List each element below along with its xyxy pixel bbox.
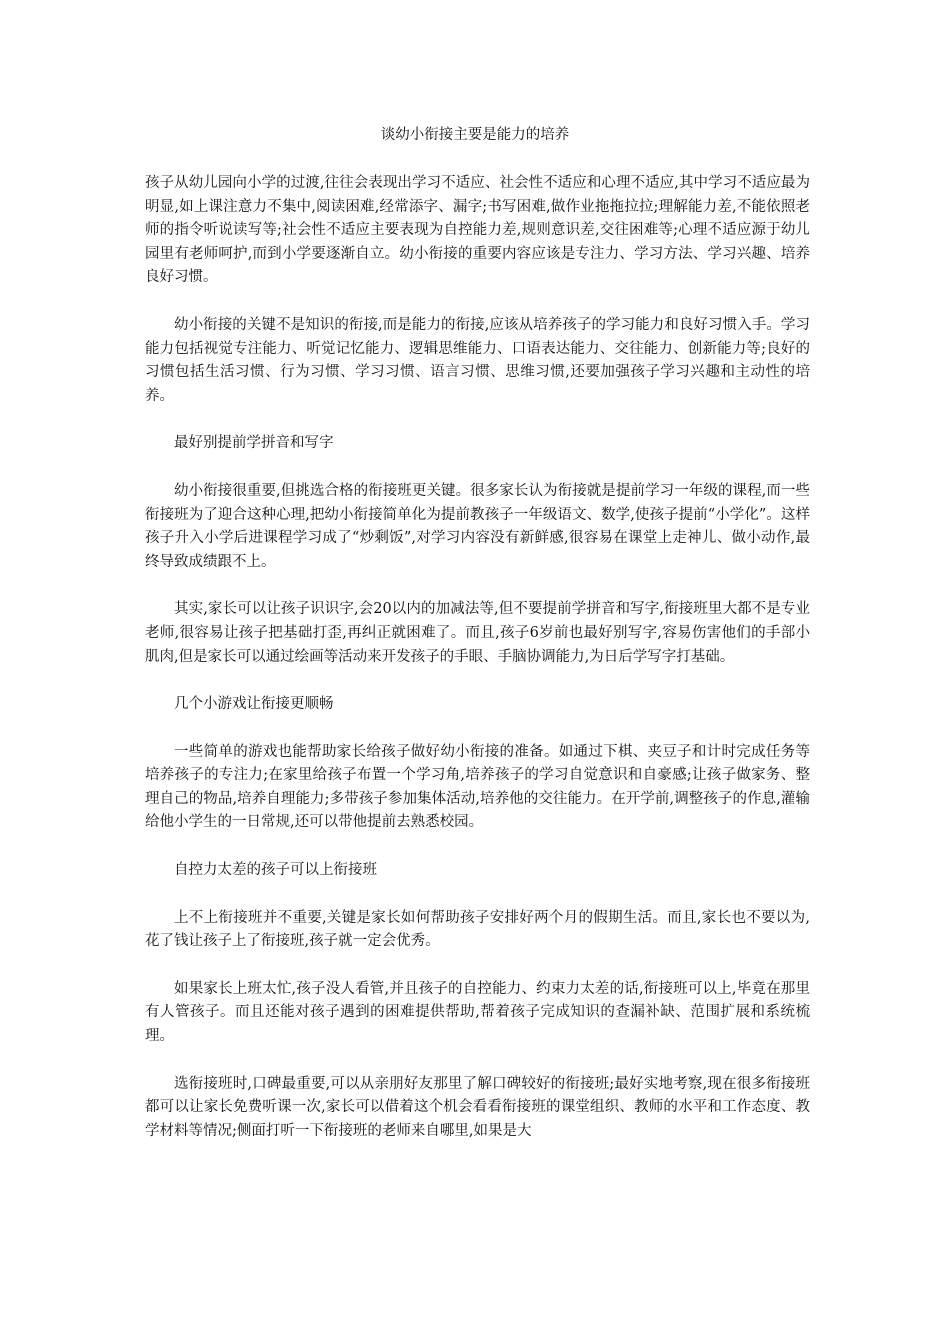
paragraph-8: 选衔接班时,口碑最重要,可以从亲朋好友那里了解口碑较好的衔接班;最好实地考察,现在很多衔接班都可以让家长免费听课一次,家长可以借着这个机会看看衔接班的课堂组织、教师的水平和工作态度、教学材料等情况;侧面打听一下衔接班的老师来自哪里,如果是大	[145, 1075, 810, 1139]
paragraph-5: 一些简单的游戏也能帮助家长给孩子做好幼小衔接的准备。如通过下棋、夹豆子和计时完成任务等培养孩子的专注力;在家里给孩子布置一个学习角,培养孩子的学习自觉意识和自豪感;让孩子做家务、整理自己的物品,培养自理能力;多带孩子参加集体活动,培养他的交往能力。在开学前,调整孩子的作息,灌输给他小学生的一日常规,还可以带他提前去熟悉校园。	[145, 743, 810, 831]
section-heading-games: 几个小游戏让衔接更顺畅	[174, 696, 334, 713]
document-title: 谈幼小衔接主要是能力的培养	[380, 127, 570, 143]
paragraph-4: 其实,家长可以让孩子识识字,会20以内的加减法等,但不要提前学拼音和写字,衔接班里大都不是专业老师,很容易让孩子把基础打歪,再纠正就困难了。而且,孩子6岁前也最好别写字,容易伤害他们的手部小肌肉,但是家长可以通过绘画等活动来开发孩子的手眼、手脑协调能力,为日后学写字打基础。	[145, 601, 810, 665]
paragraph-1: 孩子从幼儿园向小学的过渡,往往会表现出学习不适应、社会性不适应和心理不适应,其中学习不适应最为明显,如上课注意力不集中,阅读困难,经常添字、漏字;书写困难,做作业拖拖拉拉;理解能力差,不能依照老师的指令听说读写等;社会性不适应主要表现为自控能力差,规则意识差,交往困难等;心理不适应源于幼儿园里有老师呵护,而到小学要逐渐自立。幼小衔接的重要内容应该是专注力、学习方法、学习兴趣、培养良好习惯。	[145, 175, 810, 286]
section-heading-no-early-pinyin: 最好别提前学拼音和写字	[174, 435, 334, 452]
paragraph-2: 幼小衔接的关键不是知识的衔接,而是能力的衔接,应该从培养孩子的学习能力和良好习惯入手。学习能力包括视觉专注能力、听觉记忆能力、逻辑思维能力、口语表达能力、交往能力、创新能力等;良好的习惯包括生活习惯、行为习惯、学习习惯、语言习惯、思维习惯,还要加强孩子学习兴趣和主动性的培养。	[145, 316, 810, 404]
paragraph-7: 如果家长上班太忙,孩子没人看管,并且孩子的自控能力、约束力太差的话,衔接班可以上,毕竟在那里有人管孩子。而且还能对孩子遇到的困难提供帮助,帮着孩子完成知识的查漏补缺、范围扩展和系统梳理。	[145, 980, 810, 1045]
section-heading-self-control: 自控力太差的孩子可以上衔接班	[174, 862, 377, 879]
paragraph-6: 上不上衔接班并不重要,关键是家长如何帮助孩子安排好两个月的假期生活。而且,家长也不要以为,花了钱让孩子上了衔接班,孩子就一定会优秀。	[145, 909, 810, 950]
document-body	[145, 172, 810, 1167]
paragraph-3: 幼小衔接很重要,但挑选合格的衔接班更关键。很多家长认为衔接就是提前学习一年级的课程,而一些衔接班为了迎合这种心理,把幼小衔接简单化为提前教孩子一年级语文、数学,使孩子提前“小学化”。这样孩子升入小学后进课程学习成了“炒剩饭”,对学习内容没有新鲜感,很容易在课堂上走神儿、做小动作,最终导致成绩跟不上。	[145, 482, 810, 570]
